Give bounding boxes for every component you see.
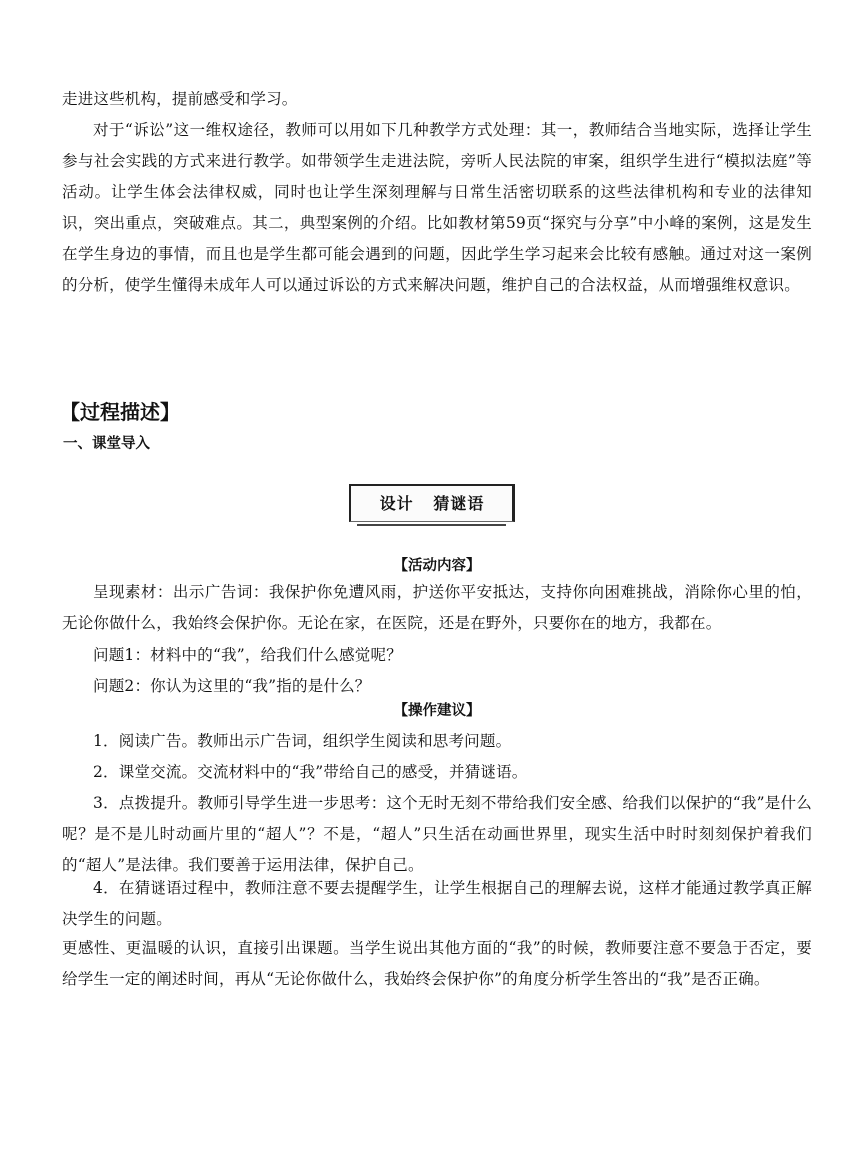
- operation-step-1: 1．阅读广告。教师出示广告词，组织学生阅读和思考问题。: [93, 732, 512, 750]
- operation-step-2: 2．课堂交流。交流材料中的“我”带给自己的感受，并猜谜语。: [93, 763, 528, 781]
- operation-continuation: 更感性、更温暖的认识，直接引出课题。当学生说出其他方面的“我”的时候，教师要注意不要急于否定，要给学生一定的阐述时间，再从“无论你做什么，我始终会保护你”的角度分析学生答出的“我”是否正确。: [62, 939, 812, 988]
- design-title-box: [349, 484, 519, 526]
- litigation-paragraph: 对于“诉讼”这一维权途径，教师可以用如下几种教学方式处理：其一，教师结合当地实际，选择让学生参与社会实践的方式来进行教学。如带领学生走进法院，旁听人民法院的审案，组织学生进行“模拟法庭”等活动。让学生体会法律权威，同时也让学生深刻理解与日常生活密切联系的这些法律机构和专业的法律知识，突出重点，突破难点。其二，典型案例的介绍。比如教材第59页“探究与分享”中小峰的案例，这是发生在学生身边的事情，而且也是学生都可能会遇到的问题，因此学生学习起来会比较有感触。通过对这一案例的分析，使学生懂得未成年人可以通过诉讼的方式来解决问题，维护自己的合法权益，从而增强维权意识。: [62, 121, 812, 294]
- activity-question-2: 问题2：你认为这里的“我”指的是什么？: [93, 677, 371, 695]
- design-title-label: 设计 猜谜语: [379, 494, 485, 513]
- operation-step-3: 3．点拨提升。教师引导学生进一步思考：这个无时无刻不带给我们安全感、给我们以保护的“我”是什么呢？是不是儿时动画片里的“超人”？不是，“超人”只生活在动画世界里，现实生活中时时刻刻保护着我们的“超人”是法律。我们要善于运用法律，保护自己。: [62, 794, 812, 874]
- activity-question-1: 问题1：材料中的“我”，给我们什么感觉呢？: [93, 646, 402, 664]
- operation-step-4: 4．在猜谜语过程中，教师注意不要去提醒学生，让学生根据自己的理解去说，这样才能通过教学真正解决学生的问题。: [62, 879, 812, 928]
- section-heading-classroom-intro: 一、课堂导入: [63, 436, 150, 452]
- intro-line: 走进这些机构，提前感受和学习。: [62, 90, 298, 108]
- operation-heading: 【操作建议】: [393, 703, 481, 719]
- activity-heading: 【活动内容】: [393, 558, 481, 574]
- process-heading: 【过程描述】: [60, 400, 180, 424]
- activity-material: 呈现素材：出示广告词：我保护你免遭风雨，护送你平安抵达，支持你向困难挑战，消除你心里的怕，无论你做什么，我始终会保护你。无论在家，在医院，还是在野外，只要你在的地方，我都在。: [62, 583, 812, 632]
